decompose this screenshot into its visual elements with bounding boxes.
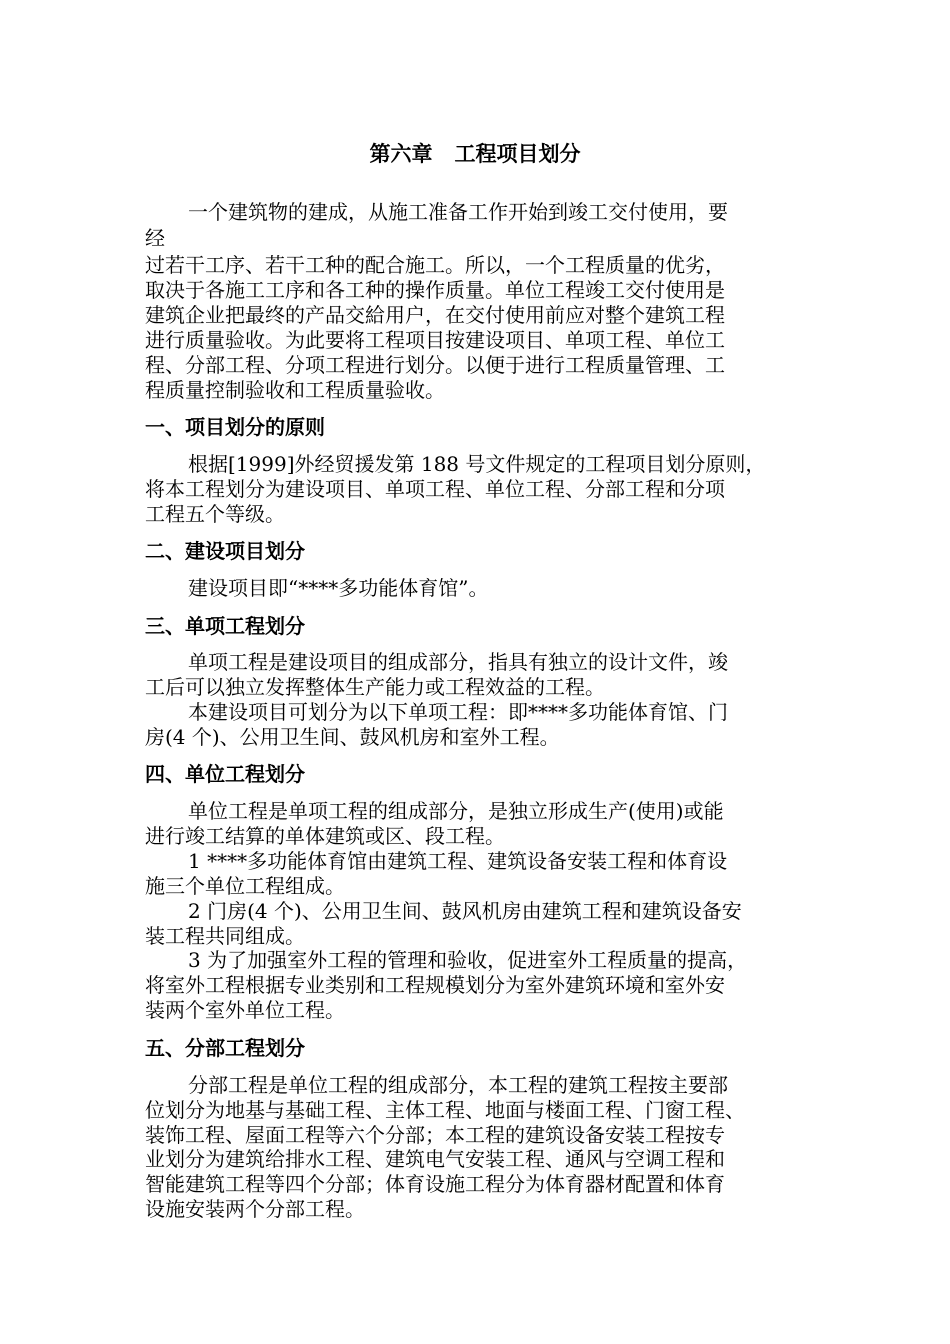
- paragraph-line: 2 门房(4 个)、公用卫生间、鼓风机房由建筑工程和建筑设备安: [188, 899, 742, 923]
- intro-line: 程质量控制验收和工程质量验收。: [145, 378, 445, 402]
- section-heading: 四、单位工程划分: [145, 762, 305, 786]
- intro-line: 一个建筑物的建成，从施工准备工作开始到竣工交付使用，要: [188, 200, 728, 224]
- paragraph-line: 位划分为地基与基础工程、主体工程、地面与楼面工程、门窗工程、: [145, 1098, 745, 1122]
- section-heading: 三、单项工程划分: [145, 614, 305, 638]
- intro-line: 过若干工序、若干工种的配合施工。所以，一个工程质量的优劣，: [145, 253, 725, 277]
- paragraph-line: 装两个室外单位工程。: [145, 998, 345, 1022]
- paragraph-line: 装饰工程、屋面工程等六个分部；本工程的建筑设备安装工程按专: [145, 1123, 725, 1147]
- paragraph-line: 1 ****多功能体育馆由建筑工程、建筑设备安装工程和体育设: [188, 849, 728, 873]
- intro-line: 取决于各施工工序和各工种的操作质量。单位工程竣工交付使用是: [145, 278, 725, 302]
- paragraph-line: 本建设项目可划分为以下单项工程：即****多功能体育馆、门: [188, 700, 728, 724]
- paragraph-line: 将本工程划分为建设项目、单项工程、单位工程、分部工程和分项: [145, 477, 725, 501]
- paragraph-line: 房(4 个)、公用卫生间、鼓风机房和室外工程。: [145, 725, 560, 749]
- intro-line: 程、分部工程、分项工程进行划分。以便于进行工程质量管理、工: [145, 353, 725, 377]
- paragraph-line: 工后可以独立发挥整体生产能力或工程效益的工程。: [145, 675, 605, 699]
- section-heading: 二、建设项目划分: [145, 539, 305, 563]
- paragraph-line: 3 为了加强室外工程的管理和验收，促进室外工程质量的提高，: [188, 948, 748, 972]
- paragraph-line: 进行竣工结算的单体建筑或区、段工程。: [145, 824, 505, 848]
- paragraph-line: 工程五个等级。: [145, 502, 285, 526]
- chapter-title: 第六章 工程项目划分: [369, 141, 581, 166]
- section-heading: 一、项目划分的原则: [145, 415, 325, 439]
- paragraph-line: 将室外工程根据专业类别和工程规模划分为室外建筑环境和室外安: [145, 973, 725, 997]
- section-heading: 五、分部工程划分: [145, 1036, 305, 1060]
- paragraph-line: 单位工程是单项工程的组成部分，是独立形成生产(使用)或能: [188, 799, 724, 823]
- intro-line: 经: [145, 226, 165, 250]
- paragraph-line: 装工程共同组成。: [145, 924, 305, 948]
- paragraph-line: 建设项目即“****多功能体育馆”。: [188, 576, 489, 600]
- intro-line: 建筑企业把最终的产品交給用户，在交付使用前应对整个建筑工程: [145, 303, 725, 327]
- paragraph-line: 分部工程是单位工程的组成部分，本工程的建筑工程按主要部: [188, 1073, 728, 1097]
- paragraph-line: 根据[1999]外经贸援发第 188 号文件规定的工程项目划分原则，: [188, 452, 766, 476]
- paragraph-line: 设施安装两个分部工程。: [145, 1197, 365, 1221]
- paragraph-line: 施三个单位工程组成。: [145, 874, 345, 898]
- intro-line: 进行质量验收。为此要将工程项目按建设项目、单项工程、单位工: [145, 328, 725, 352]
- paragraph-line: 单项工程是建设项目的组成部分，指具有独立的设计文件，竣: [188, 650, 728, 674]
- paragraph-line: 业划分为建筑给排水工程、建筑电气安装工程、通风与空调工程和: [145, 1147, 725, 1171]
- paragraph-line: 智能建筑工程等四个分部；体育设施工程分为体育器材配置和体育: [145, 1172, 725, 1196]
